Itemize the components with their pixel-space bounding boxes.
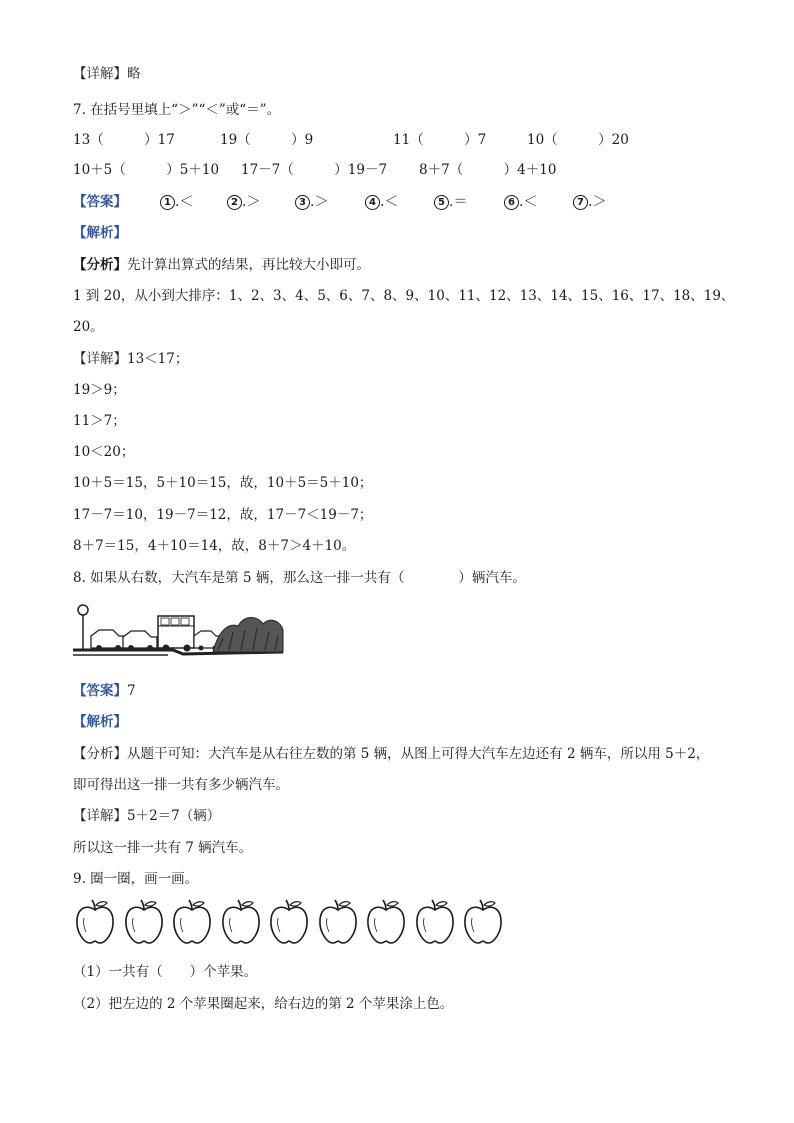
apple-icon: [415, 898, 455, 946]
q7-blank-1: 13（ ）17: [73, 132, 175, 148]
ordering-line-2: 20。: [73, 319, 104, 335]
question-8-title: 8. 如果从右数，大汽车是第 5 辆，那么这一排一共有（ ）辆汽车。: [73, 570, 526, 586]
fenxi-line-2-cont: 即可得出这一排一共有多少辆汽车。: [73, 777, 289, 793]
detail-line-6: 17－7＝10，19－7＝12，故，17－7＜19－7；: [73, 507, 373, 523]
answer-7: 7 .＞: [573, 193, 606, 211]
q7-blank-3: 11（ ）7: [393, 132, 487, 148]
detail-line-3: 11＞7；: [73, 413, 126, 429]
q7-blank-7: 8＋7（ ）4＋10: [419, 162, 557, 178]
answer-4: 4 .＜: [365, 193, 398, 211]
ordering-line-1: 1 到 20，从小到大排序：1、2、3、4、5、6、7、8、9、10、11、12、13、14、15、16、17、18、19、: [73, 288, 735, 304]
answer-8-line: 【答案】7: [73, 683, 136, 699]
answer-label: 【答案】: [73, 194, 127, 210]
q9-part-2: （2）把左边的 2 个苹果圈起来，给右边的第 2 个苹果涂上色。: [73, 996, 454, 1012]
analysis-label-1: 【解析】: [73, 225, 127, 241]
apple-icon: [172, 898, 212, 946]
answer-5: 5 .＝: [434, 193, 467, 211]
detail-8-line: 【详解】5＋2＝7（辆）: [73, 808, 221, 824]
question-9-title: 9. 圈一圈，画一画。: [73, 871, 199, 887]
answer-3: 3 .＞: [295, 193, 328, 211]
apple-icon: [366, 898, 406, 946]
apple-icon: [124, 898, 164, 946]
detail-line-2: 19＞9；: [73, 382, 126, 398]
answer-2: 2 .＞: [227, 193, 260, 211]
detail-line-5: 10＋5＝15，5＋10＝15，故，10＋5＝5＋10；: [73, 475, 373, 491]
answer-6: 6 .＜: [504, 193, 537, 211]
analysis-label-2: 【解析】: [73, 714, 127, 730]
detail-line-omitted: 【详解】略: [73, 66, 141, 82]
apple-icon: [221, 898, 261, 946]
fenxi-line-2: 【分析】从题干可知：大汽车是从右往左数的第 5 辆，从图上可得大汽车左边还有 2 辆车，所以用 5＋2，: [73, 746, 710, 762]
apple-icon: [318, 898, 358, 946]
detail-line-4: 10＜20；: [73, 444, 135, 460]
apple-icon: [269, 898, 309, 946]
q7-blank-5: 10＋5（ ）5＋10: [73, 162, 220, 178]
question-7-title: 7. 在括号里填上“＞”“＜”或“＝”。: [73, 102, 281, 118]
detail-line-7: 8＋7＝15，4＋10＝14，故，8＋7＞4＋10。: [73, 538, 356, 554]
q7-blank-2: 19（ ）9: [220, 132, 314, 148]
detail-line-1: 【详解】13＜17；: [73, 351, 189, 367]
apple-icon: [75, 898, 115, 946]
cars-illustration: [73, 602, 283, 664]
fenxi-line-1: 【分析】先计算出算式的结果，再比较大小即可。: [73, 257, 370, 273]
q7-blank-6: 17－7（ ）19－7: [241, 162, 388, 178]
answer-1: 1 .＜: [160, 193, 193, 211]
q9-part-1: （1）一共有（ ）个苹果。: [73, 964, 258, 980]
conclusion-line: 所以这一排一共有 7 辆汽车。: [73, 840, 253, 856]
apple-icon: [463, 898, 503, 946]
q7-blank-4: 10（ ）20: [527, 132, 629, 148]
